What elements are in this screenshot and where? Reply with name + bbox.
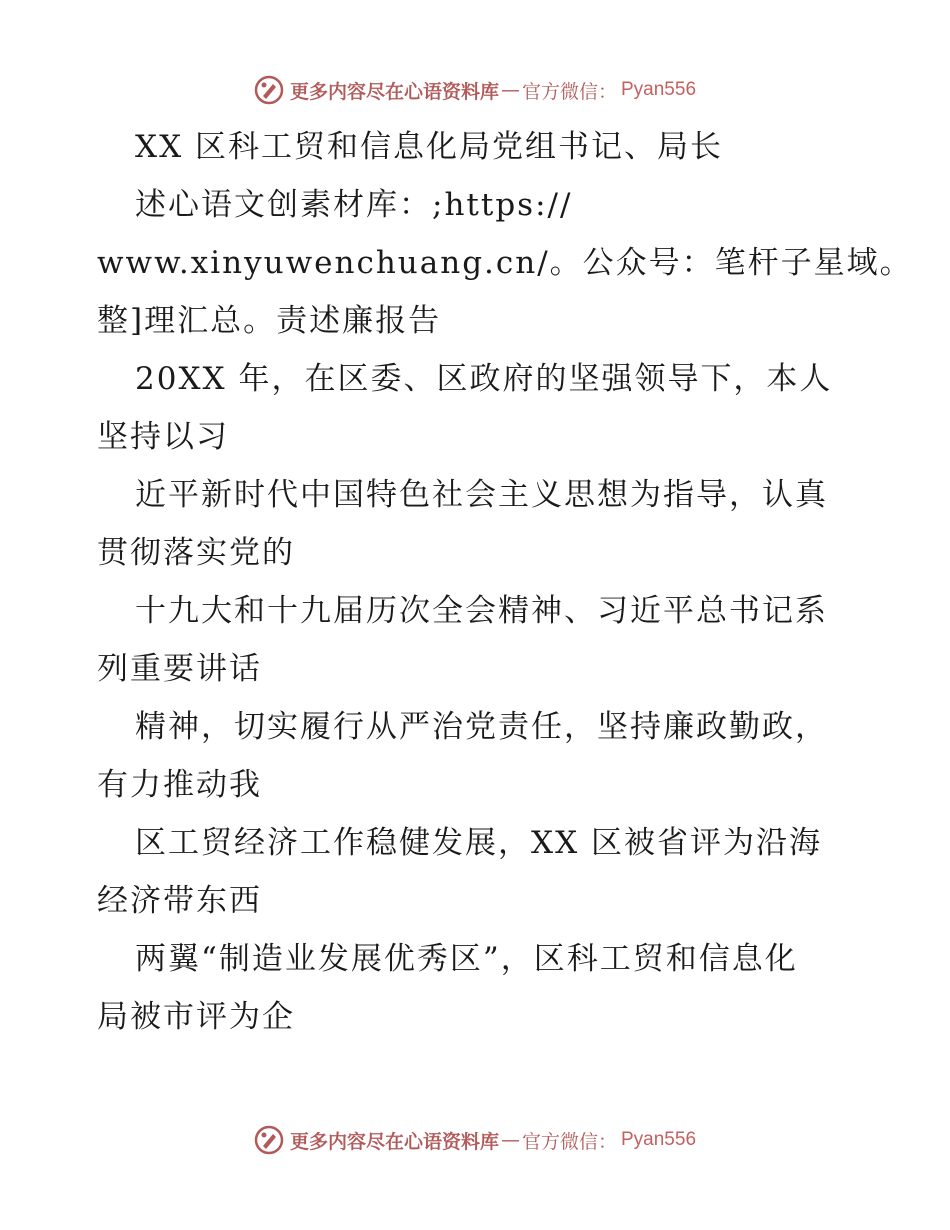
- text-line: 有力推动我: [97, 767, 262, 803]
- pen-seal-icon: [254, 1125, 284, 1155]
- text-line: www.xinyuwenchuang.cn/。公众号：笔杆子星域。: [97, 245, 913, 281]
- watermark-text: 更多内容尽在心语资料库: [289, 1130, 499, 1153]
- watermark-dash: —: [500, 1129, 520, 1151]
- text-line: 十九大和十九届历次全会精神、习近平总书记系: [135, 593, 828, 629]
- text-line: XX 区科工贸和信息化局党组书记、局长: [135, 129, 723, 165]
- text-line: 列重要讲话: [97, 651, 262, 687]
- pen-seal-icon: [254, 75, 284, 105]
- text-line: 20XX 年，在区委、区政府的坚强领导下，本人: [135, 361, 833, 397]
- text-line: 经济带东西: [97, 883, 262, 919]
- watermark-id: Pyan556: [621, 1129, 697, 1150]
- document-body: [97, 118, 913, 1046]
- text-line: 局被市评为企: [97, 999, 295, 1035]
- text-line: 述心语文创素材库：;https://: [135, 187, 573, 223]
- text-line: 坚持以习: [97, 419, 229, 455]
- text-line: 两翼“制造业发展优秀区”，区科工贸和信息化: [135, 941, 798, 977]
- watermark-sub: 官方微信：: [521, 1130, 617, 1153]
- text-line: 近平新时代中国特色社会主义思想为指导，认真: [135, 477, 828, 513]
- watermark-sub: 官方微信：: [521, 80, 617, 103]
- footer-watermark: [0, 1120, 950, 1160]
- watermark-dash: —: [500, 79, 520, 101]
- watermark-text: 更多内容尽在心语资料库: [289, 80, 499, 103]
- watermark-id: Pyan556: [621, 79, 697, 100]
- text-line: 贯彻落实党的: [97, 535, 295, 571]
- text-line: 整]理汇总。责述廉报告: [97, 303, 442, 339]
- text-line: 区工贸经济工作稳健发展，XX 区被省评为沿海: [135, 825, 822, 861]
- text-line: 精神，切实履行从严治党责任，坚持廉政勤政，: [135, 709, 828, 745]
- header-watermark: [0, 70, 950, 110]
